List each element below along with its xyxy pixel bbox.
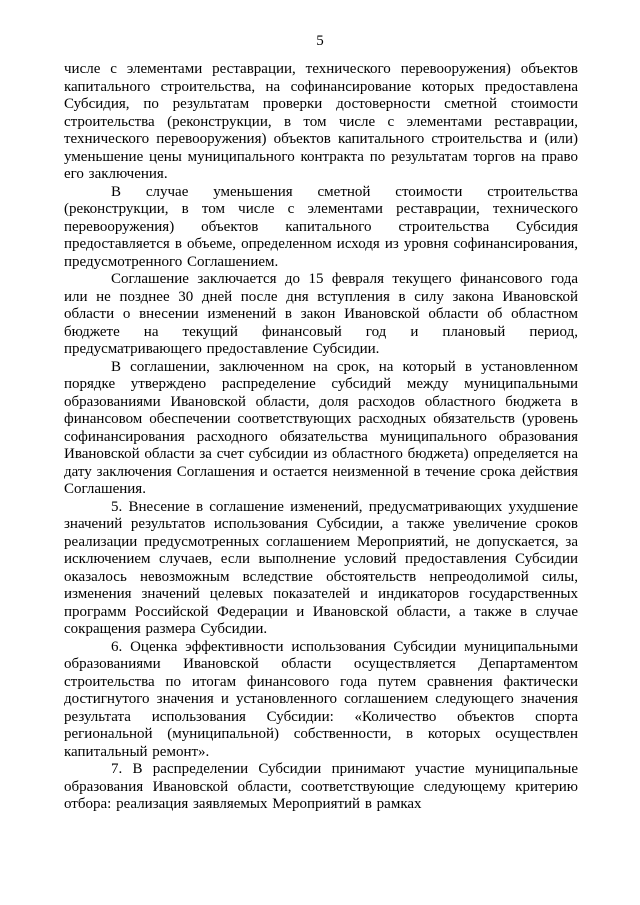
document-paragraph: 6. Оценка эффективности использования Субсидии муниципальными образованиями Ивановской области осуществляется Департаментом строительства по итогам финансового года путем сравнения фактически достигнутого значения и установленного соглашением следующего значения результата использования Субсидии: «Количество объектов спорта региональной (муниципальной) собственности, в которых осуществлен капитальный ремонт». (64, 638, 578, 760)
document-paragraph: В соглашении, заключенном на срок, на который в установленном порядке утверждено распределение субсидий между муниципальными образованиями Ивановской области, доля расходов областного бюджета в финансовом обеспечении соответствующих расходных обязательств (уровень софинансирования расходного обязательства муниципального образования Ивановской области за счет субсидии из областного бюджета) определяется на дату заключения Соглашения и остается неизменной в течение срока действия Соглашения. (64, 358, 578, 497)
document-paragraph: числе с элементами реставрации, технического перевооружения) объектов капитального строительства, на софинансирование которых предоставлена Субсидия, по результатам проверки достоверности сметной стоимости строительства (реконструкции, в том числе с элементами реставрации, технического перевооружения) объектов капитального строительства и (или) уменьшение цены муниципального контракта по результатам торгов на право его заключения. (64, 61, 578, 182)
document-paragraph: Соглашение заключается до 15 февраля текущего финансового года или не позднее 30 дней после дня вступления в силу закона Ивановской области о внесении изменений в закон Ивановской области об областном бюджете на текущий финансовый год и плановый период, предусматривающего предоставление Субсидии. (64, 271, 578, 357)
document-paragraph: 5. Внесение в соглашение изменений, предусматривающих ухудшение значений результатов использования Субсидии, а также увеличение сроков реализации предусмотренных соглашением Мероприятий, не допускается, за исключением случаев, если выполнение условий предоставления Субсидии оказалось невозможным вследствие обстоятельств непреодолимой силы, изменения значений целевых показателей и индикаторов государственных программ Российской Федерации и Ивановской области, а также в случае сокращения размера Субсидии. (64, 498, 578, 637)
document-paragraph: В случае уменьшения сметной стоимости строительства (реконструкции, в том числе с элементами реставрации, технического перевооружения) объектов капитального строительства Субсидия предоставляется в объеме, определенном исходя из уровня софинансирования, предусмотренного Соглашением. (64, 183, 578, 270)
document-body (64, 61, 578, 814)
document-paragraph: 7. В распределении Субсидии принимают участие муниципальные образования Ивановской области, соответствующие следующему критерию отбора: реализация заявляемых Мероприятий в рамках (64, 761, 578, 812)
page-number: 5 (316, 33, 324, 49)
